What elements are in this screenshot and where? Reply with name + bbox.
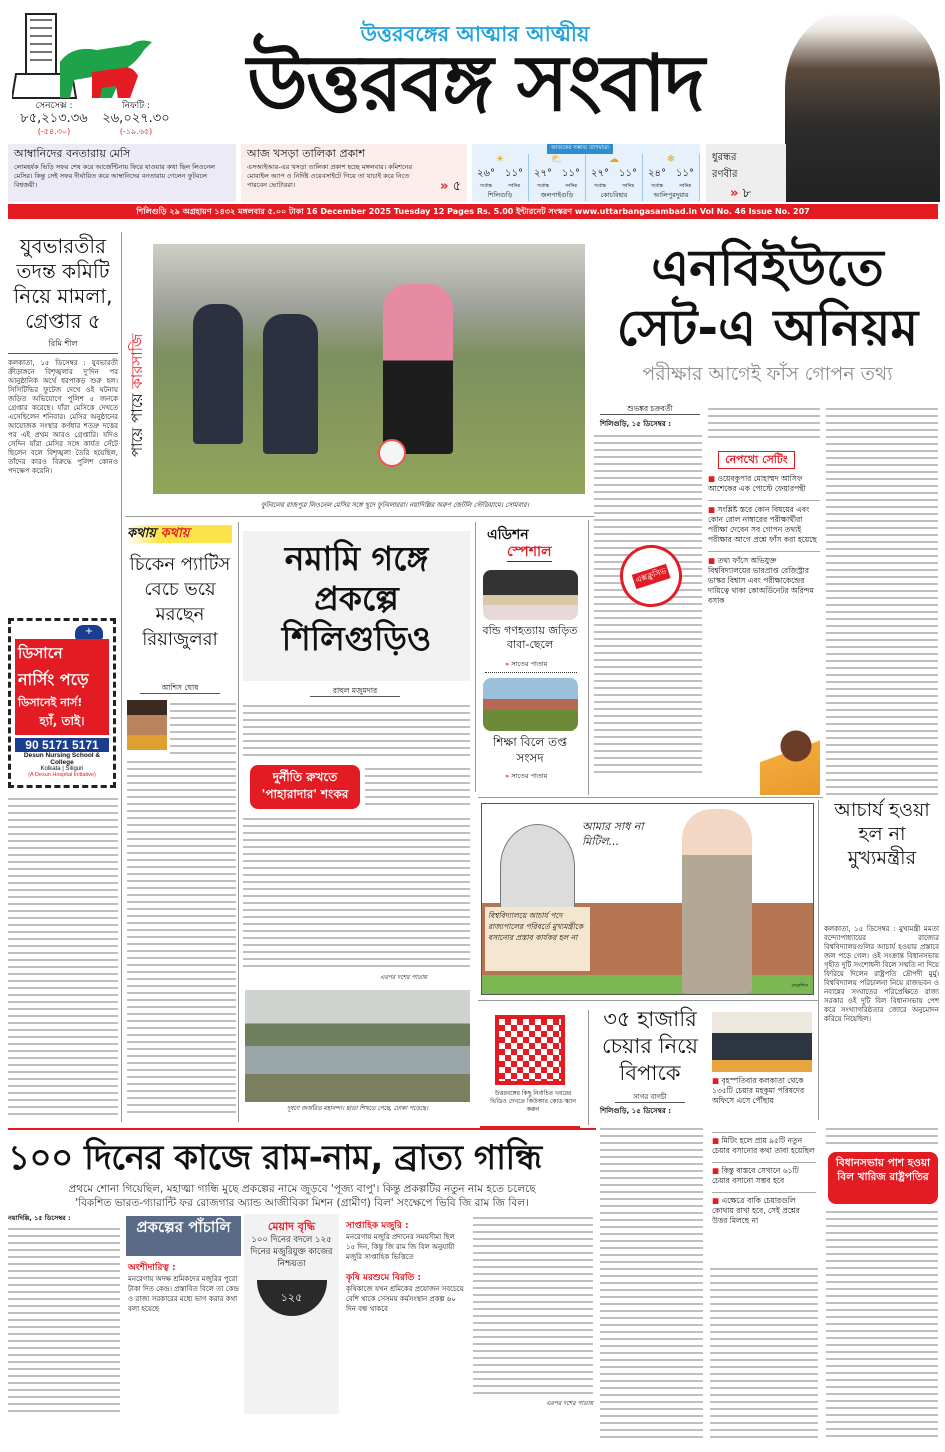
teaser-title: আজ খসড়া তালিকা প্রকাশ (247, 147, 365, 160)
label-red: কারসাজি (128, 333, 146, 389)
chair-points-more (712, 1132, 816, 1226)
point: এক্ষেত্রে বাকি চেয়ারগুলি কোথায় রাখা হবে, সেই প্রশ্নের উত্তর মিলছে না (712, 1196, 800, 1225)
setting-tag: নেপথ্যে সেটিং (718, 451, 795, 469)
dateline-strip: শিলিগুড়ি ২৯ অগ্রহায়ণ ১৪৩২ মঙ্গলবার ৫.০০ টাকা 16 December 2025 Tuesday 12 Pages Rs. 5.00 ইন্টারনেট সংস্করণ www.uttarbangasambad.in Vol No. 46 Issue No. 207 (8, 204, 938, 219)
ad-initiative: (A Desun Hospital Initiative) (28, 772, 96, 778)
arrow-icon: » (505, 772, 510, 780)
weather-icon: ☀ (495, 154, 505, 165)
story-body: কলকাতা, ১৫ ডিসেম্বর : যুবভারতী ক্রীড়াঙ্গনে বিশৃঙ্খলার দু'দিন পর আনুষ্ঠানিক অর্থে ধরপাকড় শুরু হল। সিসিটিভির ফুটেজ দেখে ওই ঘটনায় জড়িত অভিযোগে পুলিশ ৫ জনকে গ্রেপ্তার করেছে। যাঁরা মেসিকে দেখতে এসেছিলেন শনিবার। মেসির অনুষ্ঠানের আয়োজক সংস্থার কর্ণধার শতদ্রু দত্তের পর এই প্রথম আরও গ্রেপ্তারি। যদিও সেদিন যাঁরা মেসির সঙ্গে কার্যত সেঁটে ছিলেন বলে বিশৃঙ্খলা তৈরি হয়েছিল, তাঁদের কারও বিরুদ্ধে পুলিশ কোনও পদক্ষেপ করেনি। (8, 359, 118, 475)
divider (485, 672, 577, 673)
qr-text: উত্তরবঙ্গের কিছু নির্বাচিত খবরের ভিডিও দেখতে কিউআর কোড স্ক্যান করুন (490, 1090, 576, 1113)
weather-city (529, 154, 586, 201)
point: সংশ্লিষ্ট স্তরে কোন বিষয়ের এবং কোন রোল নাম্বারের পরীক্ষার্থীরা পরীক্ষা দেবেন সব গোপন তথ্যই পরীক্ষার আগে প্রশ্নে ফাঁস করা হয়েছে (708, 505, 817, 544)
teaser-messi[interactable] (8, 144, 236, 202)
kothay-byline: আশিস ঘোষ (140, 682, 220, 694)
nifty-ticker (96, 101, 176, 137)
acharya-body (826, 1208, 938, 1440)
bottom-subhead (8, 1182, 596, 1210)
bottom-headline: ১০০ দিনের কাজে রাম-নাম, ব্রাত্য গান্ধি (8, 1138, 542, 1178)
teaser-sir-list[interactable] (241, 144, 467, 202)
bottom-dateline: নয়াদিল্লি, ১৫ ডিসেম্বর : (8, 1214, 71, 1222)
story-link[interactable]: বন্ডি গণহত্যায় জড়িত বাবা-ছেলে (482, 624, 578, 651)
page-ref (440, 177, 461, 198)
ad-line: নার্সিং পড়ে (18, 670, 89, 689)
divider (125, 516, 595, 517)
divider (478, 1000, 818, 1001)
namami-box (243, 531, 470, 681)
point: ওয়েবকুপার মোহাম্মদ আসিফ আশেকের এক পোস্টে ফেয়ারপন্থী (708, 474, 806, 493)
point-text: ১০০ দিনের বদলে ১২৫ দিনের মজুরিযুক্ত কাজের নিশ্চয়তা (250, 1235, 333, 1269)
max-label: সর্বোচ্চ (650, 184, 664, 189)
teaser-title: আম্বানিদের বনতারায় মেসি (14, 147, 131, 160)
page-ref-text: সাতের পাতায় (511, 772, 548, 780)
ad-line: ডিসানেই নার্স! (18, 696, 83, 709)
subhead: পরীক্ষার আগেই ফাঁস গোপন তথ্য (642, 363, 893, 385)
weather-icon: ⛅ (550, 154, 564, 165)
min-label: সর্বনিম্ন (679, 184, 692, 189)
min-temp: ১১° (676, 168, 694, 179)
min-temp: ১১° (619, 168, 637, 179)
max-temp: ২৭° (591, 168, 610, 179)
page-ref (730, 184, 780, 205)
panel-title: প্রকল্পের পাঁচালি (126, 1216, 241, 1256)
ad-line: হ্যাঁ, তাই। (39, 714, 85, 728)
page-number: ৮ (742, 186, 751, 201)
min-temp: ১১° (505, 168, 523, 179)
page-number: ৫ (452, 179, 461, 194)
page-ref[interactable] (505, 660, 547, 669)
min-label: সর্বনিম্ন (622, 184, 635, 189)
max-label: সর্বোচ্চ (593, 184, 607, 189)
max-label: সর্বোচ্চ (536, 184, 550, 189)
photo-label (125, 300, 150, 490)
sensex-label: সেনসেক্স : (35, 101, 73, 111)
chair-body (710, 1265, 818, 1440)
column-divider (588, 1010, 589, 1125)
chair-byline: সাগর বাগচী (615, 1092, 685, 1103)
min-temp: ১১° (562, 168, 580, 179)
bullet-icon: ■ (708, 556, 716, 565)
lead-byline: শুভঙ্কর চক্রবর্তী (600, 403, 700, 415)
author-photo (127, 700, 167, 750)
column-divider (238, 522, 239, 1122)
max-temp: ২৭° (534, 168, 553, 179)
min-label: সর্বনিম্ন (508, 184, 521, 189)
ranveer-photo (785, 12, 940, 202)
desun-ad[interactable] (8, 618, 116, 788)
headline: যুবভারতীর তদন্ত কমিটি নিয়ে মামলা, গ্রেপ্তার ৫ (13, 234, 113, 333)
weather-city (586, 154, 643, 201)
title-black: এডিশন (487, 527, 529, 543)
point: মিটিং হলে প্রায় ৯৫টি নতুন চেয়ার বসানোর কথা তাবা হয়েছিল (712, 1136, 815, 1155)
nurse-cap-icon: + (75, 625, 103, 639)
city-name: আলিপুরদুয়ার (653, 191, 689, 199)
bottom-body (473, 1214, 593, 1399)
story-continuation (8, 795, 118, 1118)
headline-line: সেট-এ অনিয়ম (616, 299, 919, 357)
speech-text: আমার সাধ না মিটিল... (582, 820, 644, 848)
lead-body (826, 405, 938, 795)
acharya-body: কলকাতা, ১৫ ডিসেম্বর : মুখ্যমন্ত্রী মমতা বন্দ্যোপাধ্যায়ের রাজ্যের বিশ্ববিদ্যালয়গুলির আচার্য হওয়ার প্রস্তাবে জল পড়ে গেল। ওই সংক্রান্ত বিধানসভায় গৃহীত দুটি সংশোধনী বিলে সম্মতি না দিয়ে ফিরিয়ে দিলেন রাষ্ট্রপতি দ্রৌপদী মুর্মু। বিশ্ববিদ্যালয় পরিচালনা নিয়ে রাজভবন ও নবান্নের সংঘাতের পরিপ্রেক্ষিতে রাজ্য সরকার ওই দুটি বিল বিধানসভায় পেশ করে সংখ্যাগরিষ্ঠতার জোরে অনুমোদন করিয়ে নিয়েছিল। (824, 925, 939, 1023)
namami-byline: রাহুল মজুমদার (310, 685, 400, 697)
weather-panel (472, 144, 700, 202)
bull-building-icon (12, 10, 172, 100)
mahananda-photo (245, 990, 470, 1102)
teaser-ranveer[interactable] (706, 144, 786, 202)
point-text: মনরেগায় মজুরি প্রদানের সময়সীমা ছিল ১৫ দিন, কিন্তু জি রাম জি বিল অনুযায়ী মজুরি সাপ্তাহিক ভিত্তিতে (346, 1233, 455, 1261)
column-divider (818, 800, 819, 1120)
kothay-body (170, 700, 236, 754)
chair-points (712, 1076, 816, 1106)
page-ref[interactable] (505, 772, 547, 781)
chair-dateline: শিলিগুড়ি, ১৫ ডিসেম্বর : (600, 1107, 671, 1115)
photo-caption: দূষণে জর্জরিত মহানন্দা। ছাতা শিখতে গেছে, ঢোকা পড়েছে। (286, 1105, 429, 1112)
cartoon (481, 803, 814, 995)
sensex-logo (12, 10, 172, 100)
point-title: অংশীদারিত্ব : (128, 1263, 176, 1273)
ad-phone[interactable]: 90 5171 5171 (15, 738, 109, 752)
qr-code[interactable] (495, 1015, 565, 1085)
ad-place: Kolkata | Siliguri (40, 766, 84, 772)
column-divider (588, 520, 589, 795)
bullet-icon: ■ (708, 474, 716, 483)
photo-caption: ফুটবলের রাজপুত্র লিওনেল মেসির সঙ্গে খুদে ফুটবলাররা। নয়াদিল্লির অরুণ জেটলি স্টেডিয়ামে। সোমবার। (261, 501, 529, 509)
arrow-icon: » (505, 660, 510, 668)
lead-body (708, 405, 820, 443)
point-text: কৃষিকাজে যখন শ্রমিকের প্রয়োজন সবচেয়ে বেশি থাকে সেসময় কর্মসংস্থান প্রকল্প ৬০ দিন বন্ধ থাকবে (346, 1285, 464, 1313)
arrow-icon: » (440, 179, 449, 194)
lead-points (708, 474, 820, 606)
namami-body (243, 702, 470, 760)
sensex-ticker (14, 101, 94, 137)
bullet-icon: ■ (712, 1196, 720, 1205)
chair-body (600, 1125, 703, 1440)
tagline: উত্তরবঙ্গের আত্মার আত্মীয় (360, 22, 590, 46)
point-text: মনরেগায় অদক্ষ শ্রমিকদের মজুরির পুরো টাকা দিত কেন্দ্র। প্রস্তাবিত বিলে তা কেন্দ্র ও রাজ্য সরকারের মধ্যে ভাগ করার কথা বলা হয়েছে (128, 1275, 240, 1313)
label-black: পায়ে পায়ে (128, 393, 146, 457)
teaser-text: এসআইআর-এর খসড়া তালিকা প্রকাশ হচ্ছে মঙ্গলবার। কমিশনের মোবাইল অ্যাপ ও নির্দিষ্ট ওয়েবসাইটে গিয়ে তা যাচাই করে নিতে পারবেন ভোটাররা। (247, 163, 413, 189)
acharya-body (826, 1125, 938, 1149)
badge-125 (257, 1280, 327, 1316)
column-divider (121, 232, 122, 1122)
column-divider (475, 522, 476, 792)
max-temp: ২৬° (477, 168, 496, 179)
namami-body (365, 765, 470, 810)
cartoon-board: বিশ্ববিদ্যালয়ে আচার্য পদে রাজ্যপালের পরিবর্তে মুখ্যমন্ত্রীকে বসানোর প্রস্তাব কার্যকর হল না (485, 907, 590, 971)
arrow-icon: » (730, 186, 739, 201)
max-temp: ২৪° (648, 168, 666, 179)
kothay-headline: চিকেন প্যাটিস বেচে ভয়ে মরছেন রিয়াজুলরা (129, 554, 231, 650)
newspaper-title: উত্তরবঙ্গ সংবাদ (247, 39, 703, 129)
max-label: সর্বোচ্চ (479, 184, 493, 189)
point-title: কৃষি মরশুমে বিরতি : (346, 1273, 422, 1283)
lead-dateline: শিলিগুড়ি, ১৫ ডিসেম্বর : (600, 420, 671, 428)
bondi-photo (483, 570, 578, 620)
artist-signature: দেবাশিস (791, 983, 808, 989)
kicker-red: কথায় (160, 526, 190, 541)
headline-line: এনবিইউতে (651, 239, 884, 297)
title-red: স্পেশাল (507, 544, 552, 560)
continued-ref: এরপর দশের পাতায় (545, 1400, 593, 1407)
acharya-headline: আচার্য হওয়া হল না মুখ্যমন্ত্রীর (834, 799, 930, 869)
bullet-icon: ■ (712, 1166, 720, 1175)
nifty-change: (-১৯.৬৫) (119, 127, 153, 136)
weather-city (643, 154, 700, 201)
teaser-text: লোমহর্ষক ভিড়ি সফর শেষ করে আর্জেন্টিনায় ফিরে যাওয়ার কথা ছিল লিওনেল মেসির। কিন্তু সেই সফর দীর্ঘায়িত করে আম্বানিদের বনতারায় গেলেন ফুটবলে বিশ্বজয়ী। (14, 163, 215, 189)
edition-special-title (487, 527, 552, 562)
sensex-value: ৮৫,২১৩.৩৬ (20, 111, 88, 126)
page-ref-text: সাতের পাতায় (511, 660, 548, 668)
namami-body (243, 815, 470, 970)
student-photo (760, 725, 820, 795)
city-name: কোচবিহার (600, 191, 628, 199)
lead-headline (595, 238, 940, 386)
kothay-body (127, 758, 236, 1118)
paharadar-box: দুর্নীতি রুখতে 'পাহারাদার' শংকর (250, 765, 360, 809)
infographic (124, 1214, 469, 1414)
city-name: জলপাইগুড়ি (540, 191, 574, 199)
nifty-label: নিফটি : (122, 101, 150, 111)
bottom-body (8, 1225, 120, 1415)
city-name: শিলিগুড়ি (487, 191, 513, 199)
bullet-icon: ■ (712, 1136, 720, 1145)
story-link[interactable]: শিক্ষা বিলে তপ্ত সংসদ (492, 735, 568, 765)
weather-icon: ❄ (666, 154, 676, 165)
kothay-kicker (127, 525, 232, 543)
messi-photo (153, 244, 585, 494)
yuva-story (8, 234, 118, 476)
bullet-icon: ■ (712, 1076, 720, 1085)
nifty-value: ২৬,০২৭.৩০ (102, 111, 170, 126)
divider (478, 797, 823, 798)
point-title: সাপ্তাহিক মজুরি : (346, 1221, 409, 1231)
continued-ref: এরপর দশের পাতায় (380, 974, 428, 981)
bullet-icon: ■ (708, 505, 716, 514)
byline: রিমি শীল (8, 338, 118, 354)
point: তথ্য ফাঁসে অভিযুক্ত বিশ্ববিদ্যালয়ের ভারপ্রাপ্ত রেজিস্ট্রার ভাস্কর বিশ্বাস এবং পরীক্ষাকেন্দ্রের দায়িত্বে থাকা কোঅর্ডিনেটর অরিন্দম বসাক (708, 556, 814, 605)
bill-box: বিধানসভায় পাশ হওয়া বিল খারিজ রাষ্ট্রপতির (828, 1152, 938, 1204)
chair-photo (712, 1012, 812, 1072)
weather-heading: আজকের সম্ভাব্য তাপমাত্রা (547, 144, 613, 154)
subhead-line: 'বিকশিত ভারত-গ্যারান্টি ফর রোজগার অ্যান্ড আজীবিকা মিশন (গ্রামীণ) বিল' সংক্ষেপে ভিবি জি রাম জি বিল। (75, 1197, 529, 1209)
point-title: মেয়াদ বৃদ্ধি (267, 1220, 316, 1233)
point: কিন্তু বাস্তবে সেখানে ৬১টি চেয়ার বসানো সম্ভব হবে (712, 1166, 799, 1185)
temple-drawing (500, 824, 575, 909)
weather-icon: ☁ (609, 154, 619, 165)
sensex-change: (-৫৪.৩০) (37, 127, 71, 136)
parliament-photo (483, 678, 578, 731)
point: বৃহস্পতিবার কলকাতা থেকে ১৩৫টি চেয়ার মহকুমা পরিষদের অফিসে এসে পৌঁছায় (712, 1076, 805, 1105)
ad-college: Desun Nursing School & College (23, 752, 101, 766)
subhead-line: প্রথমে শোনা গিয়েছিল, মহাত্মা গান্ধি মুছে প্রকল্পের নামে জুড়বে 'পূজ্য বাপু'। কিন্তু প্রকল্পটির নতুন নাম হতে চলেছে (68, 1183, 536, 1195)
min-label: সর্বনিম্ন (565, 184, 578, 189)
teaser-title: ধুরন্ধর রণবীর (712, 152, 738, 180)
weather-city (472, 154, 529, 201)
cm-caricature (682, 809, 752, 994)
kicker-black: কথায় (127, 526, 156, 541)
ad-line: ডিসানে (18, 644, 63, 662)
bottom-story (8, 1128, 596, 1415)
chair-headline: ৩৫ হাজারি চেয়ার নিয়ে বিপাকে (602, 1007, 698, 1085)
badge-text: ১২৫ (280, 1291, 303, 1304)
headline: নমামি গঙ্গে প্রকল্পে শিলিগুড়িও (281, 539, 432, 658)
stamp-text: এক্সক্লুসিভ (632, 563, 671, 588)
